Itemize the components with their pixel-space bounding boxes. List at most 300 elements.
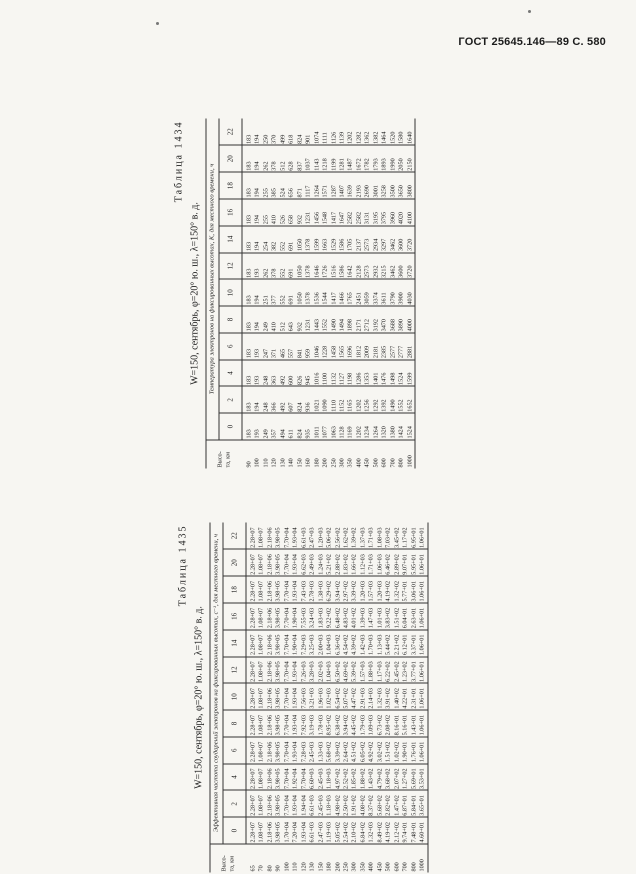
hour-header: 12 xyxy=(219,253,242,280)
table-cell: 250 xyxy=(262,119,270,146)
table-cell: 7.70+04 xyxy=(283,630,291,657)
table-cell: 1.06+01 xyxy=(419,549,428,576)
page-header: ГОСТ 25645.146—89 С. 580 xyxy=(458,36,606,48)
table-cell: 2.82+02 xyxy=(385,790,393,817)
table-cell: 3795 xyxy=(381,199,389,226)
table-cell: 1.93+04 xyxy=(292,790,300,817)
table-cell: 1.47+03 xyxy=(368,603,376,630)
table-cell: 3.06+01 xyxy=(410,576,418,603)
table-row xyxy=(322,119,330,469)
table-row xyxy=(258,523,266,873)
table-cell: 1.57+03 xyxy=(368,576,376,603)
table-cell: 183 xyxy=(242,253,254,280)
table-cell: 3.98+05 xyxy=(275,683,283,710)
table-cell: 1.08+07 xyxy=(258,523,266,550)
table-cell: 2171 xyxy=(355,306,363,333)
table-cell: 3.37+01 xyxy=(410,630,418,657)
table-cell: 9.22+02 xyxy=(326,603,334,630)
table-cell: 1050 xyxy=(296,226,304,253)
table-cell: 7.70+04 xyxy=(283,737,291,764)
table-cell: 1.06+01 xyxy=(419,737,428,764)
table-cell: 3.98+05 xyxy=(275,710,283,737)
table-cell: 1476 xyxy=(381,360,389,387)
table-cell: 1046 xyxy=(313,333,321,360)
table-cell: 1.08+07 xyxy=(258,710,266,737)
table-cell: 1100 xyxy=(322,360,330,387)
table-cell: 1.90+04 xyxy=(292,603,300,630)
table-cell: 2932 xyxy=(372,253,380,280)
table-cell: 7.26+03 xyxy=(300,657,308,684)
table-cell: 512 xyxy=(279,306,287,333)
table-cell: 3720 xyxy=(406,226,415,253)
table-cell: 3.77+01 xyxy=(410,657,418,684)
table-cell: 3.53+01 xyxy=(419,764,428,791)
table-cell: 1487 xyxy=(347,145,355,172)
table-row xyxy=(309,523,317,873)
table-cell: 4.45+02 xyxy=(351,710,359,737)
table-label: Таблица 1435 xyxy=(177,524,189,607)
table-cell: 194 xyxy=(254,279,262,306)
table-cell: 2451 xyxy=(355,279,363,306)
height-value: 80 xyxy=(266,844,274,873)
table-cell: 3001 xyxy=(372,172,380,199)
table-cell: 1696 xyxy=(347,333,355,360)
table-cell: 1111 xyxy=(322,119,330,146)
table-cell: 3.94+02 xyxy=(334,576,342,603)
table-row xyxy=(351,523,359,873)
table-cell: 7.92+03 xyxy=(300,710,308,737)
table-cell: 247 xyxy=(262,333,270,360)
table-cell: 3462 xyxy=(389,226,397,253)
table-cell: 6.61+03 xyxy=(309,790,317,817)
table-1434-block xyxy=(173,119,465,469)
table-cell: 1.08+07 xyxy=(258,683,266,710)
table-params: W=150, сентябрь, φ=20° ю. ш., λ=150° в. д. xyxy=(193,606,205,789)
table-cell: 1490 xyxy=(330,306,338,333)
table-row xyxy=(342,523,350,873)
table-cell: 1.51+02 xyxy=(385,737,393,764)
table-cell: 249 xyxy=(262,413,270,440)
table-cell: 1782 xyxy=(364,145,372,172)
table-cell: 1320 xyxy=(381,413,389,440)
table-cell: 6.38+02 xyxy=(334,710,342,737)
table-cell: 366 xyxy=(271,386,279,413)
table-cell: 1.39+03 xyxy=(359,603,367,630)
table-row xyxy=(262,119,270,469)
table-cell: 1565 xyxy=(338,333,346,360)
table-row xyxy=(283,523,291,873)
hour-header: 4 xyxy=(219,360,242,387)
table-cell: 3192 xyxy=(372,306,380,333)
table-cell: 183 xyxy=(242,360,254,387)
table-cell: 1456 xyxy=(313,199,321,226)
table-cell: 2385 xyxy=(381,333,389,360)
table-cell: 4.08+02 xyxy=(359,790,367,817)
table-cell: 1586 xyxy=(338,253,346,280)
height-value: 150 xyxy=(317,844,325,873)
table-cell: 7.70+04 xyxy=(300,764,308,791)
hour-header: 12 xyxy=(223,657,246,684)
table-cell: 2.18+06 xyxy=(266,630,274,657)
hour-header: 16 xyxy=(219,199,242,226)
table-cell: 3611 xyxy=(381,279,389,306)
height-value: 200 xyxy=(322,440,330,469)
table-cell: 1126 xyxy=(330,119,338,146)
table-cell: 1.92+04 xyxy=(292,764,300,791)
table-subtitle: Температура электронов на фиксированных высотах, К, для местного времени, ч xyxy=(206,119,219,441)
height-value: 250 xyxy=(330,440,338,469)
table-cell: 1524 xyxy=(406,413,415,440)
table-row xyxy=(271,119,279,469)
table-cell: 1.18+03 xyxy=(326,790,334,817)
table-cell: 1.90+04 xyxy=(292,630,300,657)
table-row xyxy=(334,523,342,873)
table-cell: 1.93+04 xyxy=(292,549,300,576)
table-cell: 2582 xyxy=(347,199,355,226)
table-cell: 6.46+02 xyxy=(385,549,393,576)
table-cell: 1132 xyxy=(330,360,338,387)
table-cell: 1.76+01 xyxy=(410,737,418,764)
table-cell: 2.28+07 xyxy=(246,683,258,710)
table-cell: 5.21+02 xyxy=(326,549,334,576)
table-cell: 4.22+01 xyxy=(402,683,410,710)
hour-header: 10 xyxy=(223,683,246,710)
table-cell: 183 xyxy=(242,333,254,360)
table-cell: 1.47+02 xyxy=(393,790,401,817)
table-cell: 656 xyxy=(288,172,296,199)
table-cell: 1074 xyxy=(313,119,321,146)
table-row xyxy=(393,523,401,873)
table-cell: 2.45+02 xyxy=(393,657,401,684)
table-cell: 1392 xyxy=(381,386,389,413)
height-value: 800 xyxy=(410,844,418,873)
table-cell: 1.08+07 xyxy=(258,790,266,817)
table-cell: 6.62+03 xyxy=(300,549,308,576)
table-cell: 7.70+04 xyxy=(283,790,291,817)
table-cell: 7.70+04 xyxy=(283,549,291,576)
table-cell: 1.83+03 xyxy=(317,603,325,630)
table-row xyxy=(372,119,380,469)
table-cell: 2.21+02 xyxy=(393,630,401,657)
hour-header: 0 xyxy=(219,413,242,440)
table-cell: 9.74+01 xyxy=(402,817,410,844)
table-cell: 1.43+02 xyxy=(368,764,376,791)
table-cell: 1.20+03 xyxy=(317,523,325,550)
table-row xyxy=(410,523,418,873)
table-cell: 1793 xyxy=(372,145,380,172)
table-1435-block xyxy=(177,523,469,873)
table-cell: 3.25+03 xyxy=(309,630,317,657)
table-cell: 183 xyxy=(242,279,254,306)
height-value: 350 xyxy=(347,440,355,469)
table-cell: 824 xyxy=(296,386,304,413)
table-cell: 2.63+01 xyxy=(410,603,418,630)
table-row xyxy=(330,119,338,469)
height-value: 600 xyxy=(381,440,389,469)
table-cell: 194 xyxy=(254,226,262,253)
table-cell: 2.28+07 xyxy=(246,710,258,737)
height-value: 180 xyxy=(326,844,334,873)
table-row xyxy=(288,119,296,469)
table-cell: 4.54+02 xyxy=(342,630,350,657)
height-value: 450 xyxy=(376,844,384,873)
table-cell: 1.06+01 xyxy=(419,603,428,630)
table-cell: 193 xyxy=(254,333,262,360)
table-cell: 1.71+03 xyxy=(368,523,376,550)
table-cell: 1.20+03 xyxy=(359,576,367,603)
table-cell: 2.07+02 xyxy=(393,764,401,791)
table-cell: 1.51+02 xyxy=(393,603,401,630)
table-cell: 3688 xyxy=(389,306,397,333)
table-cell: 3.98+05 xyxy=(275,737,283,764)
table-cell: 618 xyxy=(288,119,296,146)
table-cell: 7.55+03 xyxy=(300,603,308,630)
height-value: 400 xyxy=(368,844,376,873)
table-cell: 1.08+07 xyxy=(258,817,266,844)
table-cell: 3215 xyxy=(381,253,389,280)
table-cell: 5.05+02 xyxy=(334,817,342,844)
table-cell: 193 xyxy=(254,413,262,440)
table-cell: 1353 xyxy=(364,360,372,387)
table-cell: 1599 xyxy=(406,360,415,387)
table-cell: 2193 xyxy=(355,172,363,199)
table-cell: 7.20+04 xyxy=(292,817,300,844)
table-cell: 1544 xyxy=(322,279,330,306)
table-row xyxy=(402,523,410,873)
table-cell: 6.12+01 xyxy=(402,630,410,657)
table-cell: 1287 xyxy=(330,172,338,199)
table-cell: 1110 xyxy=(330,386,338,413)
table-cell: 1.93+04 xyxy=(300,817,308,844)
table-cell: 552 xyxy=(279,279,287,306)
table-cell: 4.47+02 xyxy=(351,683,359,710)
height-value: 600 xyxy=(393,844,401,873)
table-cell: 2.52+02 xyxy=(342,764,350,791)
table-cell: 382 xyxy=(271,226,279,253)
table-cell: 1.79+03 xyxy=(359,710,367,737)
table-cell: 7.70+04 xyxy=(283,657,291,684)
table-cell: 1.17+02 xyxy=(402,523,410,550)
height-value: 100 xyxy=(283,844,291,873)
table-cell: 1378 xyxy=(305,253,313,280)
hour-header: 20 xyxy=(223,549,246,576)
table-cell: 2.00+03 xyxy=(317,630,325,657)
table-cell: 3.65+01 xyxy=(419,790,428,817)
table-cell: 194 xyxy=(254,199,262,226)
table-cell: 4.69+02 xyxy=(342,657,350,684)
table-row xyxy=(296,119,304,469)
table-row xyxy=(406,119,415,469)
table-cell: 2009 xyxy=(364,333,372,360)
table-cell: 1571 xyxy=(322,172,330,199)
table-cell: 6.22+02 xyxy=(385,657,393,684)
table-row xyxy=(275,523,283,873)
table-cell: 1050 xyxy=(296,253,304,280)
table-cell: 1529 xyxy=(330,226,338,253)
table-cell: 1281 xyxy=(338,145,346,172)
table-cell: 3297 xyxy=(381,226,389,253)
table-cell: 1536 xyxy=(313,279,321,306)
table-cell: 492 xyxy=(279,360,287,387)
table-cell: 5.06+02 xyxy=(326,523,334,550)
table-cell: 936 xyxy=(305,386,313,413)
table-cell: 494 xyxy=(279,413,287,440)
table-cell: 1.09+03 xyxy=(368,710,376,737)
table-cell: 2573 xyxy=(364,226,372,253)
table-cell: 3.98+05 xyxy=(275,764,283,791)
table-cell: 1.88+02 xyxy=(359,764,367,791)
table-cell: 3720 xyxy=(406,253,415,280)
table-cell: 194 xyxy=(254,145,262,172)
table-cell: 1652 xyxy=(406,386,415,413)
table-cell: 1.18+03 xyxy=(326,764,334,791)
table-cell: 371 xyxy=(271,333,279,360)
table-cell: 2.18+06 xyxy=(266,603,274,630)
table-row xyxy=(300,523,308,873)
table-cell: 2.18+06 xyxy=(266,790,274,817)
table-cell: 1498 xyxy=(389,360,397,387)
table-cell: 1286 xyxy=(355,360,363,387)
table-cell: 1.20+03 xyxy=(376,576,384,603)
table-cell: 4100 xyxy=(406,199,415,226)
table-cell: 2150 xyxy=(406,145,415,172)
table-cell: 1663 xyxy=(322,226,330,253)
table-cell: 2582 xyxy=(355,199,363,226)
hour-header: 0 xyxy=(223,817,246,844)
table-cell: 4000 xyxy=(406,306,415,333)
table-cell: 183 xyxy=(242,172,254,199)
table-row xyxy=(381,119,389,469)
table-cell: 1.78+03 xyxy=(317,710,325,737)
hour-header: 2 xyxy=(223,790,246,817)
table-cell: 1599 xyxy=(313,226,321,253)
table-cell: 1.93+04 xyxy=(292,523,300,550)
height-value: 160 xyxy=(305,440,313,469)
table-cell: 1202 xyxy=(355,386,363,413)
table-cell: 824 xyxy=(296,413,304,440)
table-cell: 3600 xyxy=(398,253,406,280)
table-row xyxy=(313,119,321,469)
table-cell: 2.28+07 xyxy=(246,737,258,764)
table-cell: 465 xyxy=(279,333,287,360)
table-cell: 1.08+03 xyxy=(376,523,384,550)
table-cell: 193 xyxy=(254,360,262,387)
table-cell: 2.64+02 xyxy=(342,737,350,764)
table-cell: 1.27+02 xyxy=(402,764,410,791)
table-row xyxy=(364,119,372,469)
table-cell: 512 xyxy=(279,145,287,172)
table-cell: 7.03+02 xyxy=(385,523,393,550)
table-cell: 2.47+03 xyxy=(317,817,325,844)
table-row xyxy=(242,119,254,469)
table-cell: 1218 xyxy=(322,145,330,172)
table-cell: 3.98+05 xyxy=(275,657,283,684)
height-value: 1000 xyxy=(419,844,428,873)
table-cell: 3.45+02 xyxy=(393,523,401,550)
height-value: 400 xyxy=(355,440,363,469)
height-value: 700 xyxy=(389,440,397,469)
table-cell: 2.28+07 xyxy=(246,630,258,657)
table-cell: 1127 xyxy=(338,360,346,387)
table-cell: 1898 xyxy=(347,306,355,333)
hour-header: 18 xyxy=(223,576,246,603)
table-cell: 1143 xyxy=(313,145,321,172)
table-cell: 935 xyxy=(305,413,313,440)
table-row xyxy=(338,119,346,469)
table-cell: 5.95+01 xyxy=(410,549,418,576)
table-cell: 2.45+03 xyxy=(317,790,325,817)
table-cell: 3500 xyxy=(389,172,397,199)
data-table xyxy=(210,523,429,873)
scan-mark xyxy=(156,22,159,25)
table-cell: 945 xyxy=(305,360,313,387)
table-cell: 1.32+03 xyxy=(376,683,384,710)
table-cell: 871 xyxy=(296,172,304,199)
table-cell: 3.68+02 xyxy=(385,764,393,791)
table-cell: 3.83+02 xyxy=(385,603,393,630)
table-cell: 4.79+02 xyxy=(376,764,384,791)
table-cell: 2.18+06 xyxy=(266,710,274,737)
height-column-header: Высо- та, км xyxy=(210,844,246,873)
table-params: W=150, сентябрь, φ=20° ю. ш., λ=150° в. д. xyxy=(189,202,201,385)
hour-header: 4 xyxy=(223,764,246,791)
table-cell: 1.08+07 xyxy=(258,549,266,576)
height-value: 500 xyxy=(385,844,393,873)
table-cell: 7.29+03 xyxy=(300,630,308,657)
table-cell: 1.90+01 xyxy=(402,737,410,764)
table-cell: 1282 xyxy=(355,119,363,146)
table-cell: 2.28+07 xyxy=(246,790,258,817)
table-cell: 3258 xyxy=(381,172,389,199)
table-cell: 2777 xyxy=(398,333,406,360)
data-table xyxy=(206,119,416,469)
table-cell: 1231 xyxy=(305,199,313,226)
table-cell: 2.28+07 xyxy=(246,603,258,630)
table-cell: 1.83+02 xyxy=(342,549,350,576)
height-value: 800 xyxy=(398,440,406,469)
table-cell: 959 xyxy=(305,333,313,360)
table-cell: 2137 xyxy=(355,226,363,253)
table-cell: 1.08+07 xyxy=(258,657,266,684)
table-cell: 552 xyxy=(279,226,287,253)
table-cell: 3790 xyxy=(389,279,397,306)
table-cell: 1380 xyxy=(389,413,397,440)
table-cell: 2577 xyxy=(389,333,397,360)
table-cell: 7.70+04 xyxy=(283,683,291,710)
table-cell: 2.18+06 xyxy=(266,737,274,764)
table-cell: 2.88+02 xyxy=(334,549,342,576)
hour-header: 10 xyxy=(219,279,242,306)
table-row xyxy=(305,119,313,469)
table-cell: 3.24+03 xyxy=(309,603,317,630)
table-cell: 826 xyxy=(296,360,304,387)
table-cell: 1152 xyxy=(338,386,346,413)
table-cell: 1.01+03 xyxy=(376,603,384,630)
table-row xyxy=(376,523,384,873)
table-cell: 932 xyxy=(296,306,304,333)
height-value: 1000 xyxy=(406,440,415,469)
table-cell: 183 xyxy=(242,413,254,440)
table-cell: 1.70+03 xyxy=(368,630,376,657)
table-cell: 194 xyxy=(254,119,262,146)
table-cell: 1552 xyxy=(398,386,406,413)
table-cell: 7.70+04 xyxy=(283,576,291,603)
table-cell: 1.02+02 xyxy=(393,737,401,764)
table-cell: 6.61+03 xyxy=(309,817,317,844)
hour-header: 22 xyxy=(223,523,246,550)
table-row xyxy=(254,119,262,469)
height-value: 110 xyxy=(262,440,270,469)
